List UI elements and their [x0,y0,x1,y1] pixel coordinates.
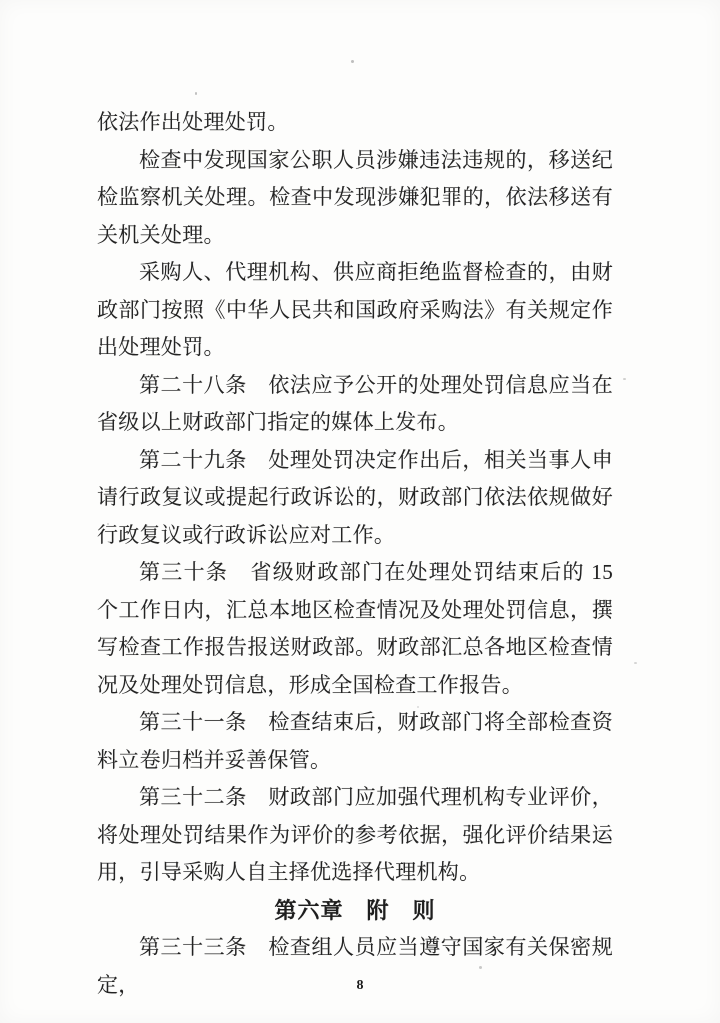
paragraph-article-28: 第二十八条 依法应予公开的处理处罚信息应当在省级以上财政部门指定的媒体上发布。 [97,372,613,434]
chapter-heading: 第六章 附 则 [274,897,436,923]
scan-speck [107,523,109,525]
scan-speck [351,60,354,63]
paragraph: 检查中发现国家公职人员涉嫌违法违规的，移送纪检监察机关处理。检查中发现涉嫌犯罪的，依法移送有关机关处理。 [97,147,613,247]
paragraph-article-29: 第二十九条 处理处罚决定作出后，相关当事人申请行政复议或提起行政诉讼的，财政部门依法依规做好行政复议或行政诉讼应对工作。 [97,447,613,547]
paragraph-article-30: 第三十条 省级财政部门在处理处罚结束后的 15 个工作日内，汇总本地区检查情况及处理处罚信息，撰写检查工作报告报送财政部。财政部汇总各地区检查情况及处理处罚信息，形成全国检查工作报告。 [97,560,613,697]
scan-speck [195,92,197,95]
scan-speck [479,966,482,969]
paragraph-article-31: 第三十一条 检查结束后，财政部门将全部检查资料立卷归档并妥善保管。 [97,710,613,772]
scan-speck [417,706,419,708]
paragraph-continuation: 依法作出处理处罚。 [97,110,289,134]
paragraph-article-32: 第三十二条 财政部门应加强代理机构专业评价，将处理处罚结果作为评价的参考依据，强化评价结果运用，引导采购人自主择优选择代理机构。 [97,785,613,884]
scan-speck [152,412,154,414]
document-body [97,104,613,1004]
paragraph-article-33: 第三十三条 检查组人员应当遵守国家有关保密规定， [97,935,613,997]
scan-speck [634,662,637,664]
page-number: 8 [356,978,364,993]
paragraph: 采购人、代理机构、供应商拒绝监督检查的，由财政部门按照《中华人民共和国政府采购法》有关规定作出处理处罚。 [97,260,613,359]
scan-speck [623,378,626,380]
